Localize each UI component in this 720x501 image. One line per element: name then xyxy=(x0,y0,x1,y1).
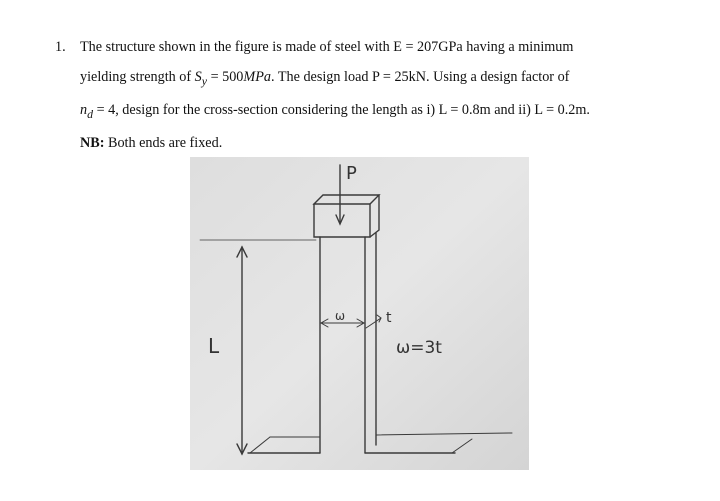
line-2a: yielding strength of xyxy=(80,68,195,85)
structure-figure xyxy=(190,157,529,470)
nb-text: Both ends are fixed. xyxy=(104,135,223,152)
mpa-unit: MPa xyxy=(243,68,271,85)
length-label: L xyxy=(208,334,220,358)
problem-statement xyxy=(55,33,675,159)
line-3: = 4, design for the cross-section considering the length as i) L = 0.8m and ii) L = 0.2m. xyxy=(93,101,590,118)
problem-number: 1. xyxy=(55,39,66,55)
line-1: The structure shown in the figure is made of steel with E = 207GPa having a minimum xyxy=(80,39,574,55)
width-label: ω xyxy=(335,309,346,323)
load-label: P xyxy=(346,163,357,184)
problem-text xyxy=(80,33,675,159)
line-2c: . The design load P = 25kN. Using a design factor of xyxy=(271,68,570,85)
relation-label: ω=3t xyxy=(396,338,442,358)
nb-label: NB: xyxy=(80,135,105,152)
hand-sketch xyxy=(190,157,529,470)
sy-symbol: $S_y$ xyxy=(194,68,208,88)
nd-symbol: $n_d$ xyxy=(80,101,94,121)
thickness-label: t xyxy=(386,310,392,326)
line-2b: = 500 xyxy=(207,68,244,85)
